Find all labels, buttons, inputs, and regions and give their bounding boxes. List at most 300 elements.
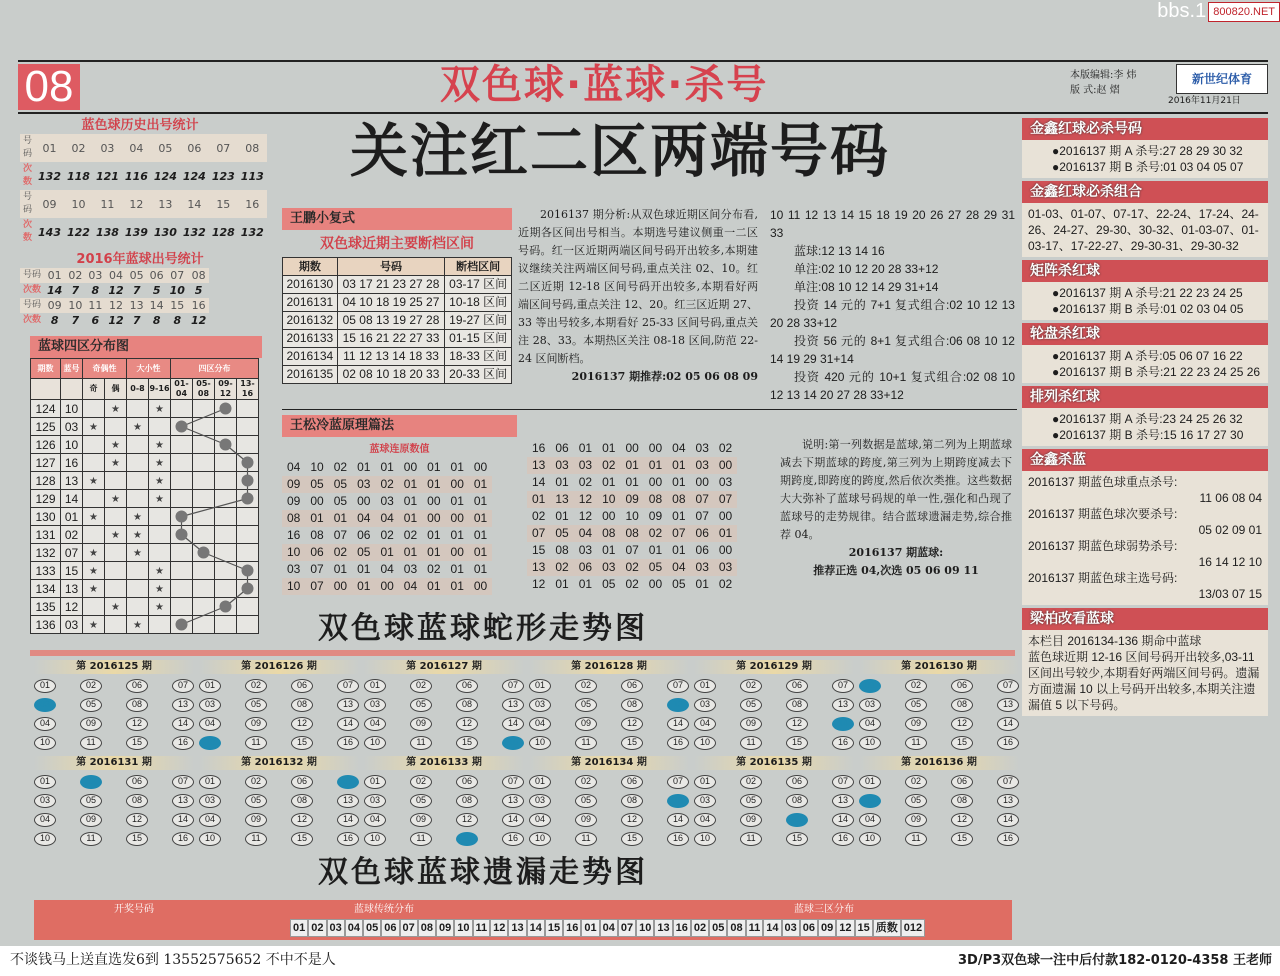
dist-mark-cell	[105, 418, 127, 436]
dist-subheader-cell: 01-04	[171, 379, 193, 400]
span-value: 01	[527, 491, 550, 508]
snake-chart	[694, 660, 854, 750]
snake-ball: 02	[740, 775, 762, 789]
snake-ball: 08	[291, 794, 313, 808]
span-value: 01	[672, 509, 686, 523]
span-value: 03	[597, 559, 620, 576]
section-title: 双色球·蓝球·杀号	[440, 62, 769, 108]
snake-ball: 13	[172, 794, 194, 808]
dist-row	[31, 436, 259, 454]
blue-number: 01	[61, 508, 83, 526]
snake-ball: 05	[410, 794, 432, 808]
span-value: 01	[422, 544, 445, 561]
snake-ball: 01	[199, 679, 221, 693]
snake-ball: 10	[694, 736, 716, 750]
snake-period-label: 第 2016127 期	[364, 660, 524, 674]
dist-mark-cell	[83, 454, 105, 472]
count-value: 132	[38, 169, 61, 183]
gap-row	[283, 276, 512, 294]
span-value: 02	[718, 441, 733, 455]
blue-number: 14	[61, 490, 83, 508]
span-value: 01	[422, 578, 445, 595]
dist-mark-cell	[127, 400, 149, 418]
right-section	[1022, 608, 1268, 716]
omit-col-header: 012	[901, 919, 925, 937]
span-value: 03	[574, 457, 597, 474]
span-value: 01	[333, 562, 348, 576]
blue-number: 15	[61, 562, 83, 580]
snake-ball: 11	[905, 736, 927, 750]
ball-number: 05	[151, 134, 180, 162]
dist-mark-cell	[127, 508, 149, 526]
ball-number: 01	[44, 268, 65, 283]
dist-header	[31, 359, 259, 379]
span-value: 01	[648, 543, 663, 557]
count-value: 122	[66, 225, 90, 239]
wangsong-bar: 王松冷蓝原理篇法	[282, 415, 517, 437]
snake-ball: 11	[410, 736, 432, 750]
snake-ball: 16	[997, 832, 1019, 846]
watermark[interactable]	[1157, 0, 1280, 23]
span-value: 05	[550, 525, 573, 542]
snake-ball: 11	[80, 736, 102, 750]
span-value: 10	[625, 509, 639, 523]
zone-cell	[171, 472, 193, 490]
span-value: 02	[375, 476, 398, 493]
snake-ball: 15	[456, 832, 478, 846]
snake-ball: 10	[529, 832, 551, 846]
blue-rec: 推荐正选 04,次选 05 06 09 11	[813, 564, 979, 577]
span-value: 04	[672, 441, 686, 455]
span-value: 04	[352, 510, 375, 527]
snake-row	[859, 698, 1019, 712]
zone-cell	[171, 418, 193, 436]
span-value: 01	[380, 460, 394, 474]
zone-cell	[237, 544, 259, 562]
period: 130	[31, 508, 61, 526]
span-value: 01	[578, 441, 593, 455]
dist-mark-cell	[149, 598, 171, 616]
span-row	[282, 493, 492, 510]
snake-ball: 07	[832, 775, 854, 789]
period: 135	[31, 598, 61, 616]
wangsong-section	[282, 415, 517, 595]
snake-ball: 15	[291, 736, 313, 750]
snake-row	[199, 717, 359, 731]
snake-period-label: 第 2016136 期	[859, 756, 1019, 770]
zone-cell	[215, 526, 237, 544]
span-value: 06	[691, 525, 714, 542]
snake-row	[34, 717, 194, 731]
star-icon: ★	[89, 421, 98, 433]
count-value: 5	[194, 284, 203, 297]
snake-ball: 15	[126, 832, 148, 846]
zone-cell	[171, 400, 193, 418]
snake-ball: 03	[859, 794, 881, 808]
snake-row	[529, 832, 689, 846]
span-value: 01	[357, 562, 371, 576]
snake-chart	[199, 660, 359, 750]
snake-ball: 10	[199, 832, 221, 846]
snake-ball: 11	[245, 832, 267, 846]
snake-ball: 16	[832, 736, 854, 750]
zone-cell	[215, 400, 237, 418]
count-row	[20, 313, 209, 328]
snake-ball: 08	[126, 794, 148, 808]
right-section-title: 矩阵杀红球	[1022, 260, 1268, 282]
period: 132	[31, 544, 61, 562]
span-value: 05	[352, 544, 375, 561]
blue-number: 07	[61, 544, 83, 562]
ball-number: 16	[188, 298, 209, 313]
span-value: 00	[427, 494, 441, 508]
snake-chart	[859, 756, 1019, 846]
count-value: 138	[95, 225, 119, 239]
snake-ball: 02	[410, 679, 432, 693]
ball-number: 10	[64, 190, 93, 218]
snake-ball: 09	[245, 813, 267, 827]
span-value: 07	[310, 562, 324, 576]
omission-table	[34, 900, 1012, 940]
snake-ball: 14	[997, 717, 1019, 731]
footer-ad-right: 3D/P3双色球一注中后付款182-0120-4358 王老师	[958, 953, 1272, 968]
span-value: 00	[695, 475, 709, 489]
zone-cell	[171, 598, 193, 616]
snake-ball: 04	[364, 717, 386, 731]
period: 133	[31, 562, 61, 580]
span-value: 13	[550, 491, 573, 508]
right-line: 01-03、01-07、07-17、22-24、17-24、24-26、24-27、29-30、30-32、01-03-07、01-03-17、17-22-27、29-30-31、29-30-32	[1028, 207, 1259, 253]
snake-row	[859, 717, 1019, 731]
span-value: 01	[357, 460, 371, 474]
omit-col-header: 08	[418, 919, 436, 937]
snake-ball: 14	[337, 717, 359, 731]
headline: 关注红二区两端号码	[350, 117, 891, 185]
snake-ball: 10	[694, 832, 716, 846]
count-value: 12	[108, 284, 124, 297]
snake-row	[529, 736, 689, 750]
snake-ball: 09	[410, 813, 432, 827]
snake-chart	[859, 660, 1019, 750]
dist-mark-cell	[149, 454, 171, 472]
snake-ball: 05	[80, 794, 102, 808]
zone-cell	[237, 418, 259, 436]
combo-8plus1: 投资 56 元的 8+1 复式组合:06 08 10 12 14 19 29 31+14	[770, 334, 1015, 366]
omit-numbers	[290, 919, 925, 937]
omit-col-header: 16	[673, 919, 691, 937]
watermark-domain: 800820.NET	[1208, 2, 1280, 22]
snake-chart	[34, 660, 194, 750]
span-value: 10	[282, 578, 305, 595]
combo-7plus1: 投资 14 元的 7+1 复式组合:02 10 12 13 20 28 33+12	[770, 298, 1015, 330]
span-value: 03	[550, 457, 573, 474]
span-value: 01	[473, 528, 488, 542]
gap-cell: 18-33 区间	[445, 348, 512, 366]
snake-ball: 06	[126, 775, 148, 789]
page-number: 08	[18, 64, 80, 110]
zone-distribution	[30, 336, 262, 634]
count-value: 8	[152, 314, 161, 327]
right-line: 本栏目 2016134-136 期命中蓝球	[1028, 634, 1202, 648]
span-value: 12	[532, 577, 546, 591]
snake-ball: 12	[951, 813, 973, 827]
span-value: 15	[532, 543, 546, 557]
snake-ball: 09	[905, 813, 927, 827]
snake-ball: 03	[364, 794, 386, 808]
ball-number: 15	[209, 190, 238, 218]
omit-col-header: 07	[618, 919, 636, 937]
gap-cell: 2016135	[283, 366, 338, 384]
snake-ball: 05	[245, 698, 267, 712]
snake-ball: 11	[80, 832, 102, 846]
star-icon: ★	[155, 457, 164, 469]
span-value: 01	[620, 457, 643, 474]
dist-row	[31, 580, 259, 598]
ball-number: 08	[188, 268, 209, 283]
snake-row	[364, 698, 524, 712]
star-icon: ★	[155, 403, 164, 415]
gap-row	[283, 348, 512, 366]
gap-cell: 03-17 区间	[445, 276, 512, 294]
dist-mark-cell	[105, 436, 127, 454]
snake-period-label: 第 2016132 期	[199, 756, 359, 770]
omit-col-header: 02	[308, 919, 326, 937]
span-value: 08	[555, 543, 569, 557]
dist-mark-cell	[149, 472, 171, 490]
span-value: 01	[469, 544, 492, 561]
snake-ball: 07	[337, 775, 359, 789]
span-value: 00	[446, 476, 469, 493]
ball-number: 06	[147, 268, 167, 283]
right-line: 2016137 期蓝色球次要杀号:	[1028, 507, 1178, 521]
snake-ball: 12	[126, 717, 148, 731]
snake-ball: 07	[337, 679, 359, 693]
snake-ball: 06	[786, 775, 808, 789]
span-table-left	[282, 459, 492, 595]
dist-row	[31, 526, 259, 544]
span-value: 01	[473, 494, 488, 508]
dist-mark-cell	[149, 508, 171, 526]
span-value: 03	[403, 562, 418, 576]
dist-mark-cell	[105, 526, 127, 544]
dist-subheader-cell: 奇	[83, 379, 105, 400]
star-icon: ★	[155, 493, 164, 505]
snake-ball: 01	[364, 679, 386, 693]
span-value: 12	[574, 491, 597, 508]
span-value: 08	[282, 510, 305, 527]
dist-mark-cell	[83, 580, 105, 598]
right-line: ●2016137 期 A 杀号:05 06 07 16 22	[1052, 349, 1243, 363]
count-value: 7	[132, 284, 141, 297]
num-label: 号码	[20, 190, 35, 218]
editor: 本版编辑:李 炜	[1070, 70, 1137, 81]
ball-number: 05	[127, 268, 147, 283]
snake-row	[34, 775, 194, 789]
snake-row	[859, 832, 1019, 846]
span-value: 06	[357, 528, 371, 542]
span-value: 01	[427, 460, 441, 474]
dist-mark-cell	[127, 418, 149, 436]
dist-row	[31, 562, 259, 580]
snake-ball: 03	[199, 794, 221, 808]
dist-mark-cell	[83, 508, 105, 526]
count-value: 7	[71, 284, 80, 297]
count-value: 143	[38, 225, 61, 239]
snake-ball: 14	[832, 813, 854, 827]
snake-ball: 16	[337, 832, 359, 846]
dist-mark-cell	[149, 418, 171, 436]
snake-ball: 12	[786, 813, 808, 827]
right-line: ●2016137 期 A 杀号:23 24 25 26 32	[1052, 412, 1243, 426]
snake-band	[30, 650, 1015, 656]
span-value: 10	[310, 460, 324, 474]
span-value: 04	[574, 525, 597, 542]
right-line: 05 02 09 01	[1198, 523, 1262, 537]
span-value: 01	[450, 562, 464, 576]
zone-cell	[215, 454, 237, 472]
gap-cell: 19-27 区间	[445, 312, 512, 330]
gap-header-cell: 号码	[337, 258, 445, 276]
count-row	[20, 162, 267, 190]
span-value: 02	[427, 562, 441, 576]
count-value: 8	[91, 284, 100, 297]
dist-header-cell: 奇偶性	[83, 359, 127, 379]
snake-ball: 05	[80, 698, 102, 712]
combo-recommendations	[770, 206, 1015, 404]
dist-mark-cell	[127, 472, 149, 490]
snake-row	[34, 794, 194, 808]
snake-ball: 01	[364, 775, 386, 789]
snake-ball: 01	[34, 679, 56, 693]
dist-subheader-cell: 13-16	[237, 379, 259, 400]
span-value: 06	[695, 543, 709, 557]
snake-chart	[364, 756, 524, 846]
dist-mark-cell	[105, 472, 127, 490]
span-value: 01	[473, 562, 488, 576]
blue-number: 10	[61, 436, 83, 454]
num-label: 号码	[20, 268, 44, 283]
blue-number: 03	[61, 418, 83, 436]
snake-ball: 13	[667, 698, 689, 712]
ball-number: 07	[209, 134, 238, 162]
span-value: 03	[352, 476, 375, 493]
omit-col-header: 03	[327, 919, 345, 937]
snake-ball: 10	[529, 736, 551, 750]
omit-col-header: 10	[636, 919, 654, 937]
snake-ball: 05	[740, 698, 762, 712]
zone-cell	[237, 490, 259, 508]
gap-row	[283, 366, 512, 384]
snake-row	[859, 736, 1019, 750]
snake-row	[364, 736, 524, 750]
span-value: 04	[667, 559, 690, 576]
snake-ball: 15	[951, 736, 973, 750]
snake-ball: 02	[80, 775, 102, 789]
span-value: 02	[403, 528, 418, 542]
omit-col-header: 05	[363, 919, 381, 937]
ball-number: 09	[35, 190, 64, 218]
snake-ball: 12	[456, 717, 478, 731]
span-row	[282, 510, 492, 527]
snake-ball: 09	[905, 717, 927, 731]
span-value: 06	[305, 544, 328, 561]
span-value: 07	[714, 491, 737, 508]
snake-ball: 03	[34, 794, 56, 808]
footer-strip	[0, 946, 1280, 976]
snake-ball: 16	[832, 832, 854, 846]
span-value: 05	[602, 577, 616, 591]
zone-cell	[193, 454, 215, 472]
snake-ball: 03	[34, 698, 56, 712]
analysis-recommendation: 2016137 期推荐:02 05 06 08 09	[571, 370, 758, 383]
count-value: 118	[66, 169, 90, 183]
snake-ball: 13	[337, 698, 359, 712]
snake-ball: 09	[740, 813, 762, 827]
dist-mark-cell	[105, 400, 127, 418]
span-value: 08	[310, 528, 324, 542]
zone-cell	[237, 562, 259, 580]
zone-cell	[193, 490, 215, 508]
span-value: 02	[380, 528, 394, 542]
snake-row	[364, 679, 524, 693]
snake-ball: 12	[291, 813, 313, 827]
snake-ball: 11	[575, 736, 597, 750]
snake-ball: 12	[621, 717, 643, 731]
zone-cell	[237, 454, 259, 472]
star-icon: ★	[133, 619, 142, 631]
span-value: 16	[532, 441, 546, 455]
snake-ball: 16	[502, 736, 524, 750]
span-value: 05	[329, 476, 352, 493]
count-row	[20, 218, 267, 246]
right-line: ●2016137 期 B 杀号:15 16 17 27 30	[1052, 428, 1244, 442]
span-value: 16	[287, 528, 301, 542]
dist-mark-cell	[149, 526, 171, 544]
snake-row	[529, 698, 689, 712]
ball-number: 04	[122, 134, 151, 162]
span-value: 02	[578, 475, 593, 489]
ball-number: 03	[93, 134, 122, 162]
snake-ball: 04	[199, 717, 221, 731]
snake-ball: 16	[337, 736, 359, 750]
blue-number: 02	[61, 526, 83, 544]
span-value: 01	[450, 460, 464, 474]
snake-ball: 02	[740, 679, 762, 693]
snake-row	[199, 832, 359, 846]
span-value: 03	[718, 475, 733, 489]
span-row	[527, 525, 737, 542]
dist-mark-cell	[83, 616, 105, 634]
span-row	[527, 474, 737, 491]
dist-mark-cell	[105, 508, 127, 526]
span-value: 05	[333, 494, 348, 508]
snake-period-label: 第 2016134 期	[529, 756, 689, 770]
ball-number: 09	[44, 298, 65, 313]
zone-cell	[215, 580, 237, 598]
ball-number: 15	[167, 298, 188, 313]
span-value: 01	[399, 510, 422, 527]
gap-header-cell: 期数	[283, 258, 338, 276]
zone-cell	[193, 544, 215, 562]
span-value: 07	[691, 491, 714, 508]
right-section-body	[1022, 408, 1268, 446]
span-value: 02	[597, 457, 620, 474]
snake-ball: 15	[456, 736, 478, 750]
snake-ball: 07	[997, 679, 1019, 693]
combo-single-2: 单注:08 10 12 14 29 31+14	[794, 280, 939, 294]
omit-col-header: 08	[727, 919, 745, 937]
zone-cell	[193, 508, 215, 526]
